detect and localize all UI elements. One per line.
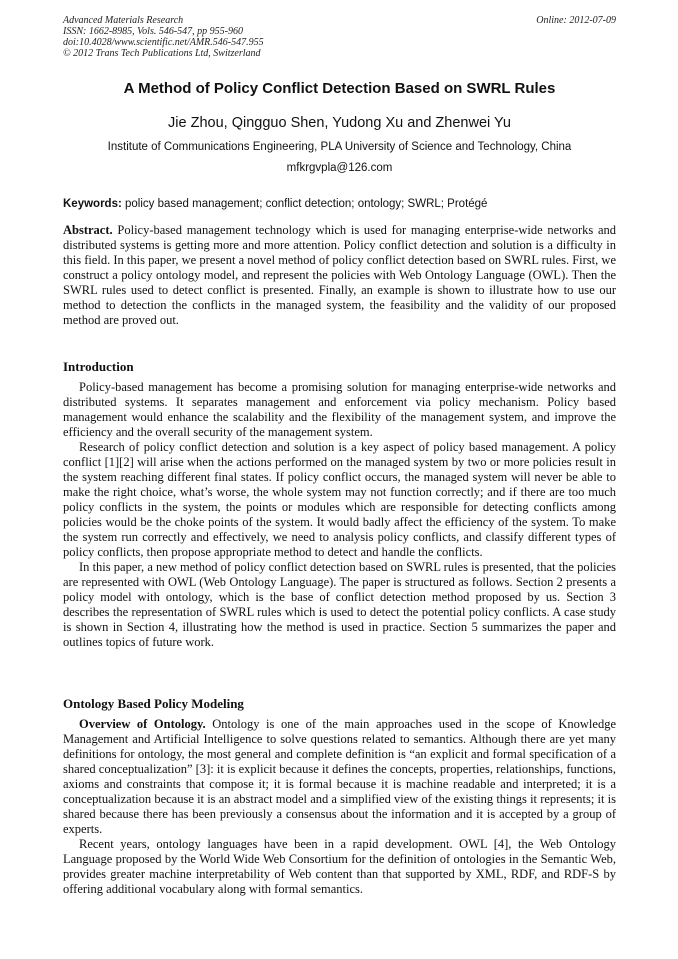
intro-paragraph-3: In this paper, a new method of policy conflict detection based on SWRL rules is presented, that the policies are represented with OWL (Web Ontology Language). The paper is structured as follows. Section 2 presents a policy model with ontology, which is the base of conflict detection method proposed by us. Section 3 describes the representation of SWRL rules which is used to detect the potential policy conflicts. A case study is shown in Section 4, illustrating how the method is used in practice. Section 5 summarizes the paper and outlines topics of future work. xyxy=(63,560,616,649)
ontology-paragraph-2: Recent years, ontology languages have been in a rapid development. OWL [4], the Web Ontology Language proposed by the World Wide Web Consortium for the definition of ontologies in the Semantic Web, provides greater machine interpretability of Web content than that supported by XML, RDF, and RDF-S by offering additional vocabulary along with formal semantics. xyxy=(63,837,616,896)
journal-doi: doi:10.4028/www.scientific.net/AMR.546-547.955 xyxy=(63,37,264,48)
abstract xyxy=(63,223,616,328)
journal-name: Advanced Materials Research xyxy=(63,15,184,26)
ontology-paragraph-1-text: Ontology is one of the main approaches used in the scope of Knowledge Management and Artificial Intelligence to solve questions related to semantics. Although there are yet many definitions for ontology, the most general and complete definition is “an explicit and formal specification of a shared conceptualization” [3]: it is explicit because it defines the concepts, properties, relationships, functions, axioms and constraints that compose it; it is formal because it is machine readable and interpreted; it is a conceptualization because it is an abstract model and a simplified view of the existing things it represents; it is shared because there has been previously a consensus about the information and it is accepted by a group of experts. xyxy=(63,717,616,836)
keywords-label: Keywords: xyxy=(63,198,122,210)
abstract-text: Policy-based management technology which is used for managing enterprise-wide networks and distributed systems is getting more and more attention. Policy conflict detection and solution is a difficulty in this field. In this paper, we present a novel method of policy conflict detection based on SWRL rules. First, we construct a policy ontology model, and represent the policies with Web Ontology Language (OWL). Then the SWRL rules used to detect conflict is presented. Finally, an example is shown to illustrate how to use our method to detection the conflicts in the managed system, the feasibility and the validity of our proposed method are proved out. xyxy=(63,223,616,327)
overview-runin-heading: Overview of Ontology. xyxy=(79,717,206,731)
author-affiliation: Institute of Communications Engineering, PLA University of Science and Technology, China xyxy=(107,141,572,153)
ontology-section-body xyxy=(63,717,616,897)
journal-header xyxy=(63,15,616,59)
keywords-text: policy based management; conflict detection; ontology; SWRL; Protégé xyxy=(125,198,488,210)
keywords-line xyxy=(63,197,616,211)
introduction-heading: Introduction xyxy=(63,359,134,374)
online-date: Online: 2012-07-09 xyxy=(536,15,616,26)
abstract-label: Abstract. xyxy=(63,223,113,237)
journal-copyright: © 2012 Trans Tech Publications Ltd, Switzerland xyxy=(63,48,261,59)
intro-paragraph-2: Research of policy conflict detection and solution is a key aspect of policy based management. A policy conflict [1][2] will arise when the actions performed on the managed system by two or more policies result in the system reaching different final states. If policy conflict occurs, the managed system will never be able to make the right choice, what’s worse, the whole system may not function correctly; and if there are too much policy conflicts in the system, the points or modules which are responsible for detecting conflicts among policies would be the choke points of the system. It would badly affect the efficiency of the system. To make the system run correctly and effectively, we need to analysis policy conflicts, and classify different types of policy conflicts, then propose appropriate method to detect and handle the conflicts. xyxy=(63,440,616,559)
paper-authors: Jie Zhou, Qingguo Shen, Yudong Xu and Zhenwei Yu xyxy=(168,115,511,131)
author-email[interactable]: mfkrgvpla@126.com xyxy=(286,162,393,174)
journal-issn: ISSN: 1662-8985, Vols. 546-547, pp 955-960 xyxy=(63,26,243,37)
intro-paragraph-1: Policy-based management has become a promising solution for managing enterprise-wide networks and distributed systems. It separates management and enforcement via policy mechanism. Policy based management would enhance the scalability and the flexibility of the management system, and improve the efficiency and the overall security of the management system. xyxy=(63,380,616,439)
ontology-paragraph-1 xyxy=(63,717,616,837)
ontology-section-heading: Ontology Based Policy Modeling xyxy=(63,696,244,711)
paper-title: A Method of Policy Conflict Detection Based on SWRL Rules xyxy=(123,80,556,97)
introduction-body xyxy=(63,380,616,650)
